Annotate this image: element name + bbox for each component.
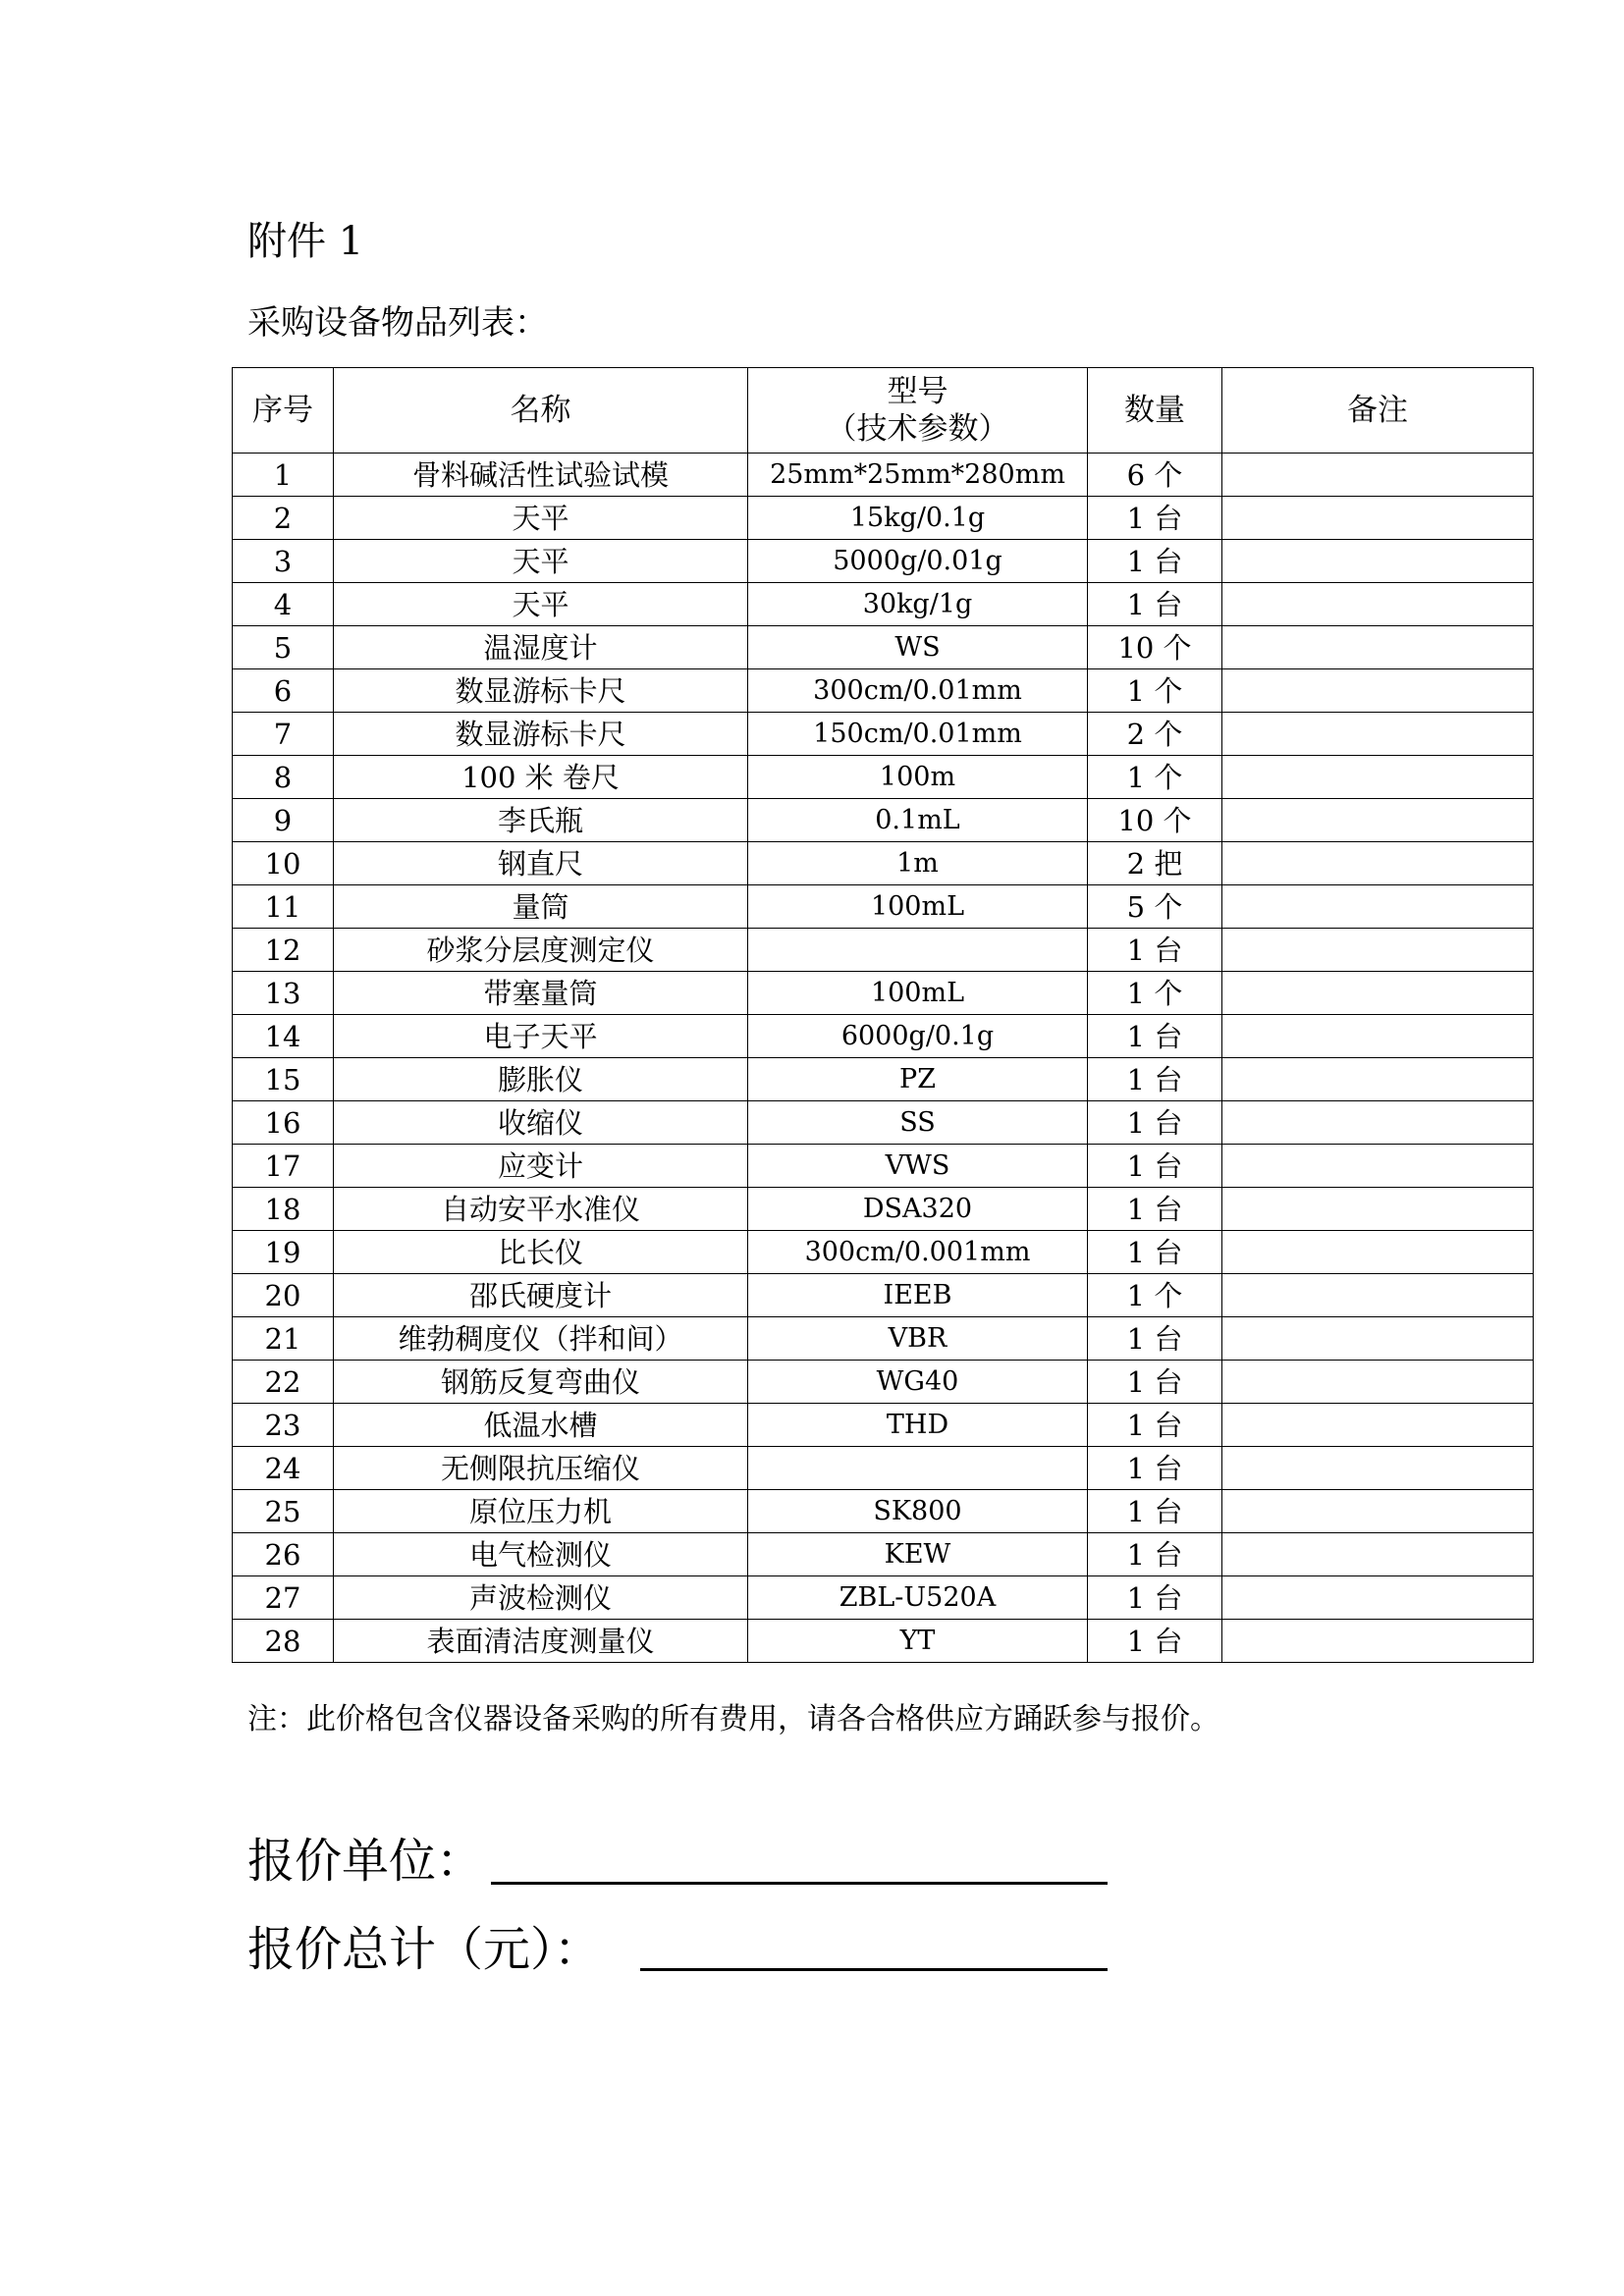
cell-name: 自动安平水准仪	[334, 1188, 748, 1231]
cell-quantity: 2 把	[1088, 842, 1222, 885]
cell-model	[748, 1447, 1088, 1490]
table-row	[233, 669, 1534, 713]
cell-index: 17	[233, 1145, 334, 1188]
cell-quantity: 1 台	[1088, 1576, 1222, 1620]
cell-index: 14	[233, 1015, 334, 1058]
cell-remarks	[1222, 1620, 1534, 1663]
table-row	[233, 497, 1534, 540]
cell-index: 16	[233, 1101, 334, 1145]
cell-remarks	[1222, 626, 1534, 669]
cell-quantity: 1 台	[1088, 1533, 1222, 1576]
cell-index: 13	[233, 972, 334, 1015]
cell-index: 26	[233, 1533, 334, 1576]
table-row	[233, 1145, 1534, 1188]
cell-model: 150cm/0.01mm	[748, 713, 1088, 756]
cell-quantity: 1 个	[1088, 1274, 1222, 1317]
cell-remarks	[1222, 669, 1534, 713]
cell-name: 量筒	[334, 885, 748, 929]
cell-index: 22	[233, 1361, 334, 1404]
cell-name: 李氏瓶	[334, 799, 748, 842]
quote-unit-blank[interactable]	[491, 1882, 1108, 1885]
cell-name: 数显游标卡尺	[334, 669, 748, 713]
cell-quantity: 6 个	[1088, 454, 1222, 497]
cell-quantity: 1 台	[1088, 1231, 1222, 1274]
cell-quantity: 1 个	[1088, 669, 1222, 713]
table-row	[233, 1576, 1534, 1620]
cell-index: 15	[233, 1058, 334, 1101]
quote-total-blank[interactable]	[640, 1968, 1108, 1971]
cell-name: 膨胀仪	[334, 1058, 748, 1101]
cell-name: 天平	[334, 583, 748, 626]
cell-name: 砂浆分层度测定仪	[334, 929, 748, 972]
cell-model: DSA320	[748, 1188, 1088, 1231]
table-row	[233, 972, 1534, 1015]
cell-index: 5	[233, 626, 334, 669]
cell-model: SK800	[748, 1490, 1088, 1533]
table-row	[233, 929, 1534, 972]
table-row	[233, 885, 1534, 929]
header-name: 名称	[334, 368, 748, 454]
cell-name: 电子天平	[334, 1015, 748, 1058]
cell-model: VBR	[748, 1317, 1088, 1361]
cell-quantity: 1 台	[1088, 1447, 1222, 1490]
cell-index: 3	[233, 540, 334, 583]
table-row	[233, 540, 1534, 583]
table-row	[233, 756, 1534, 799]
table-row	[233, 842, 1534, 885]
cell-index: 6	[233, 669, 334, 713]
cell-remarks	[1222, 1231, 1534, 1274]
cell-quantity: 1 台	[1088, 497, 1222, 540]
table-row	[233, 1447, 1534, 1490]
cell-model: 6000g/0.1g	[748, 1015, 1088, 1058]
table-row	[233, 713, 1534, 756]
header-quantity: 数量	[1088, 368, 1222, 454]
cell-name: 电气检测仪	[334, 1533, 748, 1576]
table-row	[233, 626, 1534, 669]
cell-model: 0.1mL	[748, 799, 1088, 842]
cell-quantity: 1 台	[1088, 583, 1222, 626]
cell-model: 30kg/1g	[748, 583, 1088, 626]
header-index: 序号	[233, 368, 334, 454]
cell-model: IEEB	[748, 1274, 1088, 1317]
cell-model: ZBL-U520A	[748, 1576, 1088, 1620]
cell-name: 比长仪	[334, 1231, 748, 1274]
cell-quantity: 2 个	[1088, 713, 1222, 756]
cell-remarks	[1222, 1188, 1534, 1231]
cell-name: 钢筋反复弯曲仪	[334, 1361, 748, 1404]
cell-quantity: 1 台	[1088, 1101, 1222, 1145]
cell-quantity: 1 个	[1088, 756, 1222, 799]
equipment-table	[232, 367, 1534, 1663]
table-row	[233, 799, 1534, 842]
cell-model: VWS	[748, 1145, 1088, 1188]
cell-remarks	[1222, 842, 1534, 885]
cell-quantity: 1 台	[1088, 540, 1222, 583]
cell-remarks	[1222, 1274, 1534, 1317]
cell-name: 邵氏硬度计	[334, 1274, 748, 1317]
cell-index: 4	[233, 583, 334, 626]
cell-quantity: 5 个	[1088, 885, 1222, 929]
cell-quantity: 1 台	[1088, 1188, 1222, 1231]
attachment-label: 附件 1	[247, 219, 364, 264]
cell-quantity: 1 台	[1088, 1361, 1222, 1404]
cell-model: PZ	[748, 1058, 1088, 1101]
cell-name: 原位压力机	[334, 1490, 748, 1533]
table-header-row	[233, 368, 1534, 454]
cell-index: 25	[233, 1490, 334, 1533]
cell-remarks	[1222, 1101, 1534, 1145]
cell-model: YT	[748, 1620, 1088, 1663]
cell-remarks	[1222, 583, 1534, 626]
cell-name: 收缩仪	[334, 1101, 748, 1145]
cell-remarks	[1222, 1058, 1534, 1101]
cell-name: 表面清洁度测量仪	[334, 1620, 748, 1663]
cell-name: 数显游标卡尺	[334, 713, 748, 756]
cell-model: THD	[748, 1404, 1088, 1447]
list-caption: 采购设备物品列表：	[247, 303, 548, 343]
cell-remarks	[1222, 497, 1534, 540]
header-model-line2: （技术参数）	[826, 411, 1009, 447]
cell-remarks	[1222, 756, 1534, 799]
cell-index: 24	[233, 1447, 334, 1490]
cell-quantity: 1 台	[1088, 1317, 1222, 1361]
cell-remarks	[1222, 1145, 1534, 1188]
cell-index: 23	[233, 1404, 334, 1447]
cell-model: 15kg/0.1g	[748, 497, 1088, 540]
cell-index: 21	[233, 1317, 334, 1361]
cell-quantity: 1 台	[1088, 1058, 1222, 1101]
table-row	[233, 1058, 1534, 1101]
cell-remarks	[1222, 1576, 1534, 1620]
cell-name: 带塞量筒	[334, 972, 748, 1015]
cell-remarks	[1222, 454, 1534, 497]
cell-model: WG40	[748, 1361, 1088, 1404]
quote-total-label: 报价总计（元）：	[247, 1922, 602, 1977]
cell-quantity: 1 台	[1088, 1404, 1222, 1447]
table-row	[233, 1361, 1534, 1404]
cell-index: 2	[233, 497, 334, 540]
cell-name: 天平	[334, 497, 748, 540]
table-row	[233, 1231, 1534, 1274]
cell-index: 1	[233, 454, 334, 497]
cell-model: 300cm/0.001mm	[748, 1231, 1088, 1274]
cell-remarks	[1222, 885, 1534, 929]
cell-index: 8	[233, 756, 334, 799]
cell-name: 骨料碱活性试验试模	[334, 454, 748, 497]
cell-index: 28	[233, 1620, 334, 1663]
cell-remarks	[1222, 1490, 1534, 1533]
cell-remarks	[1222, 1015, 1534, 1058]
cell-index: 12	[233, 929, 334, 972]
cell-name: 温湿度计	[334, 626, 748, 669]
cell-index: 10	[233, 842, 334, 885]
cell-index: 9	[233, 799, 334, 842]
header-remarks: 备注	[1222, 368, 1534, 454]
cell-quantity: 1 台	[1088, 1145, 1222, 1188]
cell-index: 11	[233, 885, 334, 929]
cell-model: 100mL	[748, 972, 1088, 1015]
cell-name: 声波检测仪	[334, 1576, 748, 1620]
table-row	[233, 1620, 1534, 1663]
cell-remarks	[1222, 1361, 1534, 1404]
table-body	[233, 454, 1534, 1663]
cell-quantity: 1 个	[1088, 972, 1222, 1015]
cell-quantity: 1 台	[1088, 929, 1222, 972]
cell-model: KEW	[748, 1533, 1088, 1576]
cell-remarks	[1222, 799, 1534, 842]
table-row	[233, 454, 1534, 497]
quote-unit-label: 报价单位：	[247, 1834, 484, 1889]
cell-name: 维勃稠度仪（拌和间）	[334, 1317, 748, 1361]
table-row	[233, 1404, 1534, 1447]
cell-index: 20	[233, 1274, 334, 1317]
table-row	[233, 1101, 1534, 1145]
cell-remarks	[1222, 972, 1534, 1015]
cell-model: 100mL	[748, 885, 1088, 929]
cell-quantity: 1 台	[1088, 1015, 1222, 1058]
cell-model: 300cm/0.01mm	[748, 669, 1088, 713]
cell-model	[748, 929, 1088, 972]
header-model-line1: 型号	[887, 374, 948, 409]
table-row	[233, 583, 1534, 626]
table-row	[233, 1317, 1534, 1361]
cell-remarks	[1222, 1404, 1534, 1447]
cell-model: 5000g/0.01g	[748, 540, 1088, 583]
cell-remarks	[1222, 1317, 1534, 1361]
cell-index: 19	[233, 1231, 334, 1274]
cell-model: SS	[748, 1101, 1088, 1145]
cell-name: 无侧限抗压缩仪	[334, 1447, 748, 1490]
cell-name: 天平	[334, 540, 748, 583]
cell-name: 钢直尺	[334, 842, 748, 885]
cell-remarks	[1222, 1533, 1534, 1576]
table-row	[233, 1015, 1534, 1058]
table-row	[233, 1274, 1534, 1317]
cell-quantity: 1 台	[1088, 1490, 1222, 1533]
cell-index: 7	[233, 713, 334, 756]
table-row	[233, 1490, 1534, 1533]
cell-quantity: 1 台	[1088, 1620, 1222, 1663]
table-row	[233, 1188, 1534, 1231]
cell-name: 应变计	[334, 1145, 748, 1188]
cell-index: 18	[233, 1188, 334, 1231]
cell-model: WS	[748, 626, 1088, 669]
cell-quantity: 10 个	[1088, 626, 1222, 669]
cell-model: 25mm*25mm*280mm	[748, 454, 1088, 497]
cell-model: 100m	[748, 756, 1088, 799]
header-model	[748, 368, 1088, 454]
cell-remarks	[1222, 540, 1534, 583]
cell-remarks	[1222, 713, 1534, 756]
cell-name: 100 米 卷尺	[334, 756, 748, 799]
cell-index: 27	[233, 1576, 334, 1620]
cell-model: 1m	[748, 842, 1088, 885]
cell-quantity: 10 个	[1088, 799, 1222, 842]
cell-remarks	[1222, 929, 1534, 972]
cell-name: 低温水槽	[334, 1404, 748, 1447]
cell-remarks	[1222, 1447, 1534, 1490]
table-row	[233, 1533, 1534, 1576]
price-note: 注：此价格包含仪器设备采购的所有费用，请各合格供应方踊跃参与报价。	[247, 1702, 1219, 1736]
